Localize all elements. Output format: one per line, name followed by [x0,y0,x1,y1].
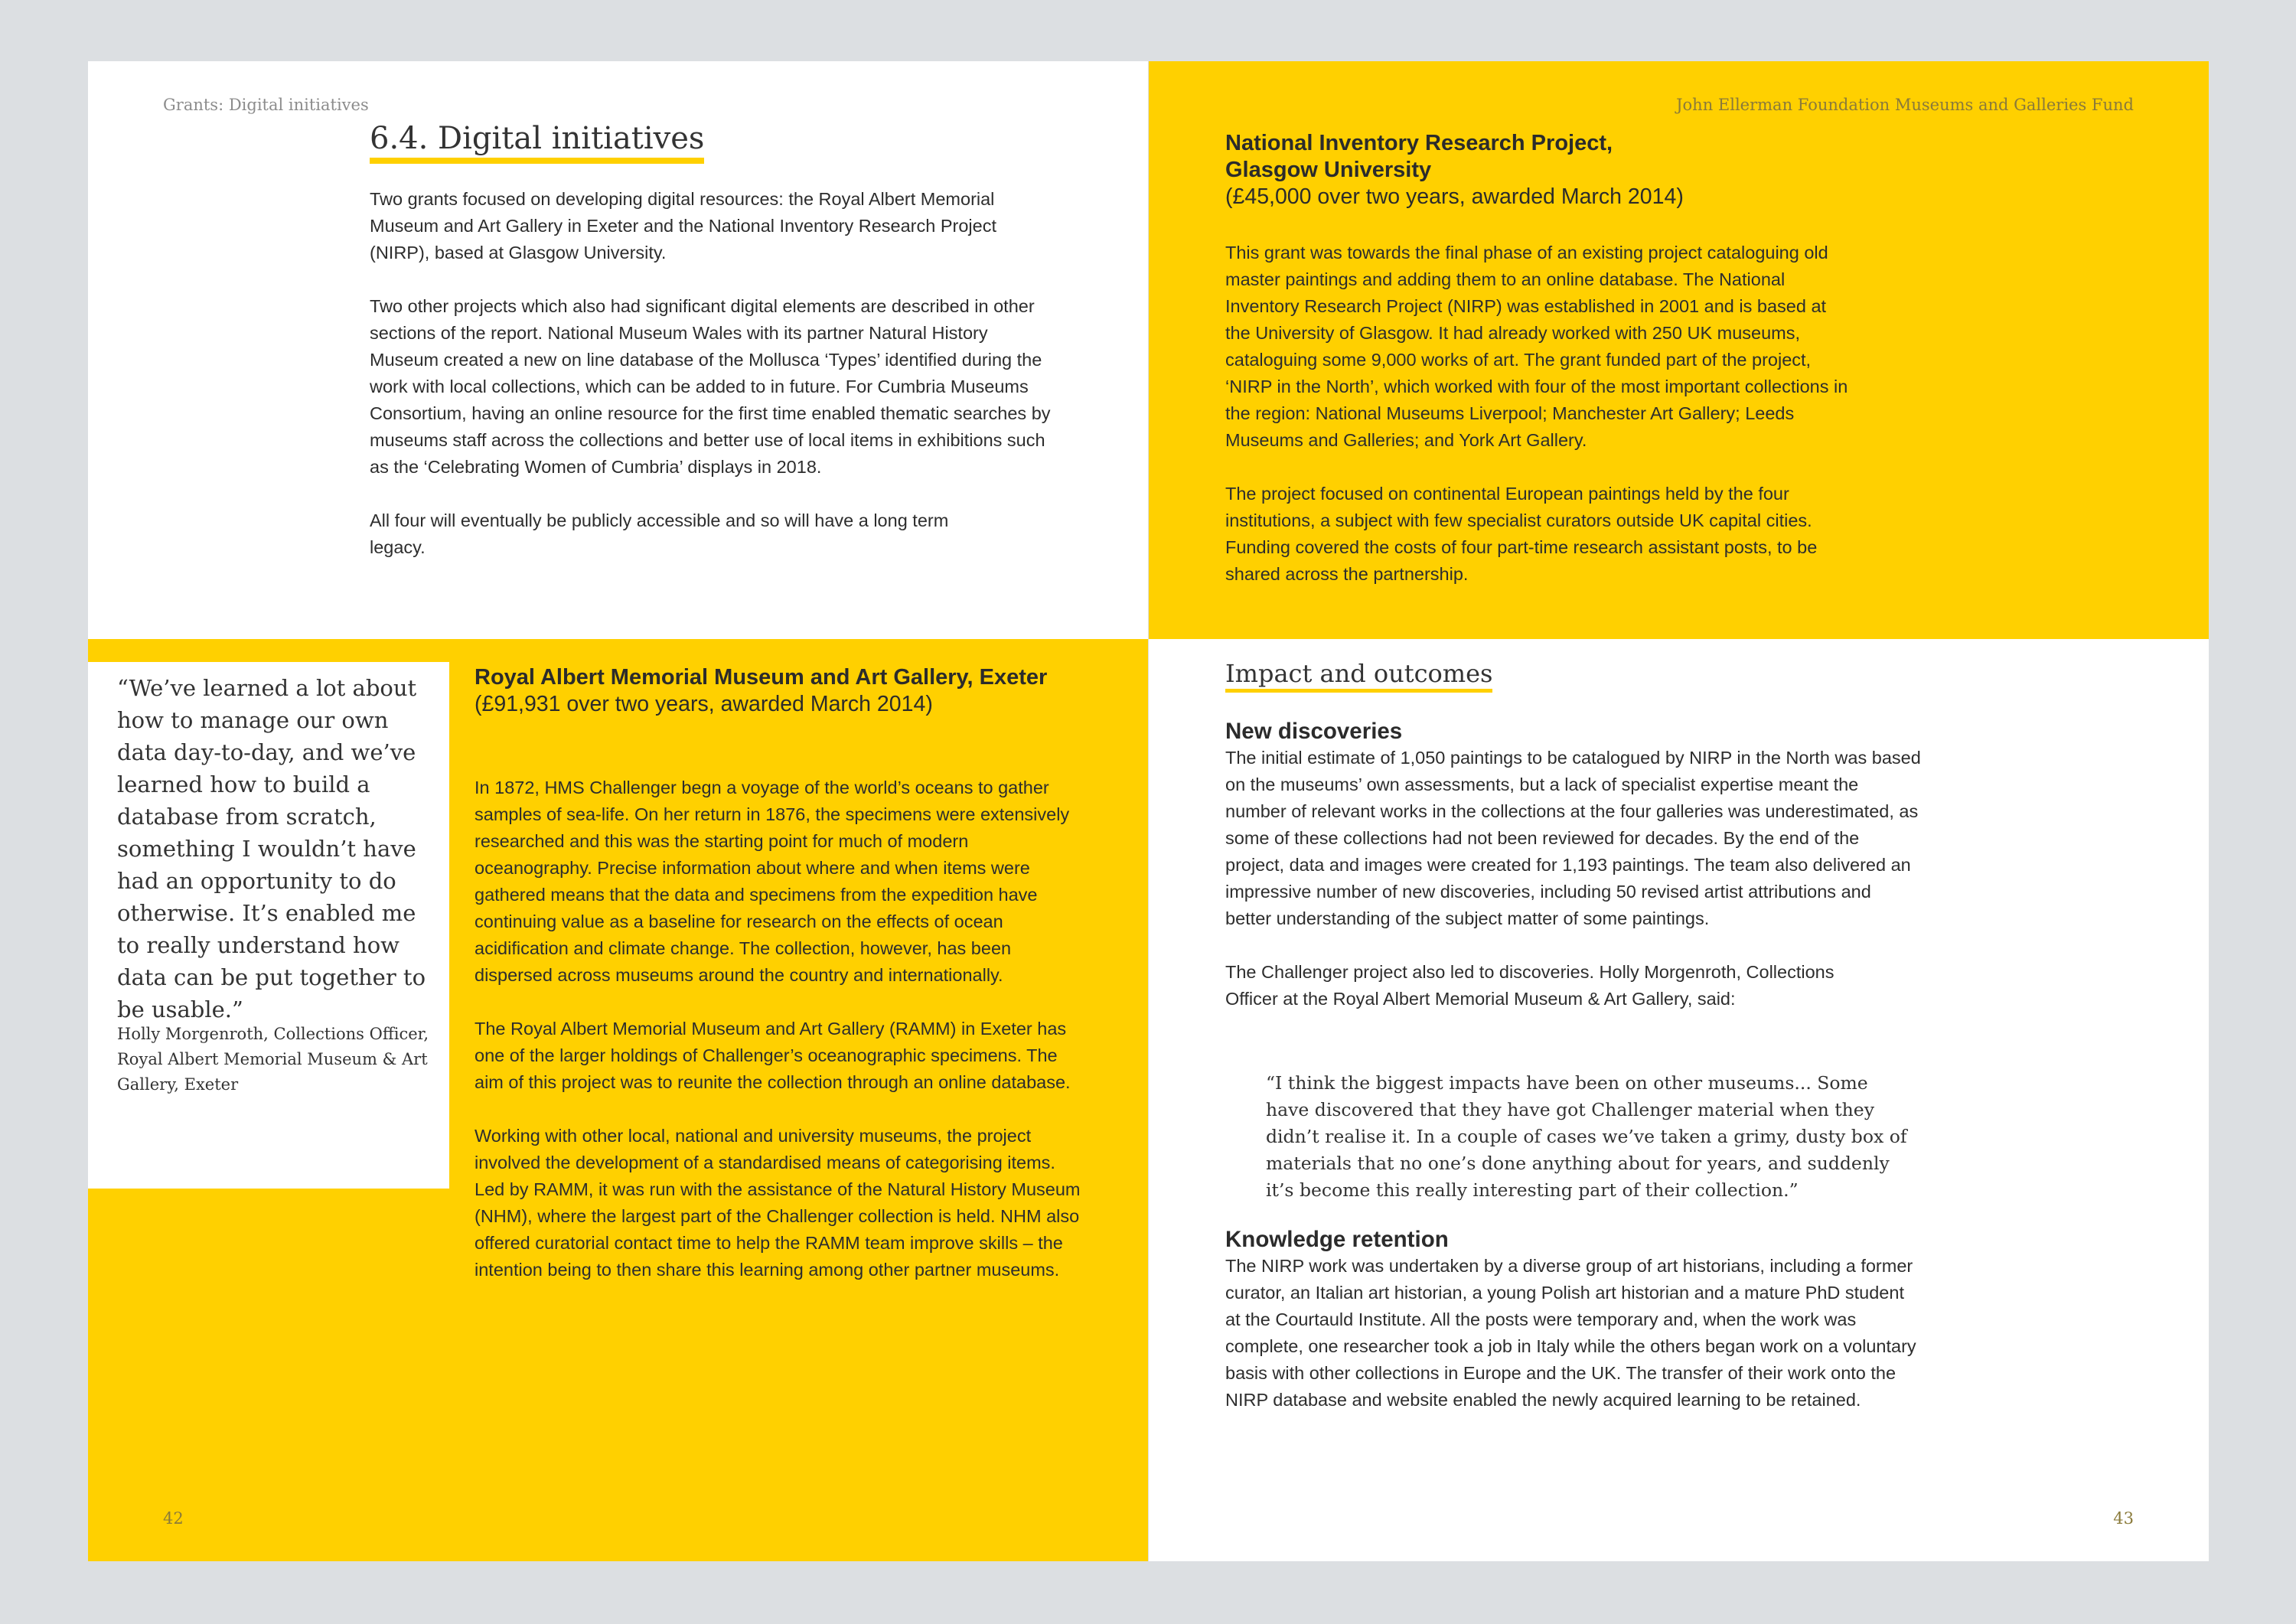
nirp-text [1225,240,1853,588]
pull-quote-box [88,662,449,1189]
page-number-left: 42 [163,1509,184,1528]
new-discoveries-paragraph: The initial estimate of 1,050 paintings to be catalogued by NIRP in the North was based on the museums’ own assessments, but a lack of specialist expertise meant the number of relevant works in the collections at the four galleries was underestimated, as some of these collections had not been reviewed for decades. By the end of the project, data and images were created for 1,193 paintings. The team also delivered an impressive number of new discoveries, including 50 revised artist attributions and better understanding of the subject matter of some paintings. [1225,748,1921,928]
ramm-grant-amount: (£91,931 over two years, awarded March 2014) [475,692,933,716]
challenger-quote: “I think the biggest impacts have been on other museums... Some have discovered that they have got Challenger material when they didn’t realise it. In a couple of cases we’ve taken a grimy, dusty box of materials that no one’s done anything about for years, and suddenly it’s become this really interesting part of their collection.” [1266,1072,1907,1201]
nirp-heading-line1: National Inventory Research Project, [1225,131,1613,155]
ramm-paragraph: In 1872, HMS Challenger begn a voyage of the world’s oceans to gather samples of sea-life. On her return in 1876, the specimens were extensively researched and this was the starting point for much of modern oceanography. Precise information about where and when items were gathered means that the data and specimens from the expedition have continuing value as a baseline for research on the effects of ocean acidification and climate change. The collection, however, has been dispersed across museums around the country and internationally. [475,778,1070,985]
knowledge-retention-text: The NIRP work was undertaken by a diverse group of art historians, including a former curator, an Italian art historian, a young Polish art historian and a mature PhD student at the Courtauld Institute. All the posts were temporary and, when the work was complete, one researcher took a job in Italy while the others began work on a voluntary basis with other collections in Europe and the UK. The transfer of their work onto the NIRP database and website enabled the newly acquired learning to be retained. [1225,1256,1916,1410]
intro-paragraph: Two grants focused on developing digital resources: the Royal Albert Memorial Museum and Art Gallery in Exeter and the National Inventory Research Project (NIRP), based at Glasgow University. [370,189,996,263]
new-discoveries-heading: New discoveries [1225,719,1403,744]
left-page [88,61,1148,1561]
intro-paragraph: Two other projects which also had significant digital elements are described in other sections of the report. National Museum Wales with its partner Natural History Museum created a new on line database of the Mollusca ‘Types’ identified during the work with local collections, which can be added to in future. For Cumbria Museums Consortium, having an online resource for the first time enabled thematic searches by museums staff across the collections and better use of local items in exhibitions such as the ‘Celebrating Women of Cumbria’ displays in 2018. [370,296,1051,477]
nirp-heading-block [1225,130,1914,210]
page-title: 6.4. Digital initiatives [370,121,704,164]
document-spread [88,61,2209,1561]
running-head-left: Grants: Digital initiatives [163,96,369,114]
ramm-text [475,774,1087,1283]
page-number-right: 43 [2113,1509,2134,1528]
intro-paragraph: All four will eventually be publicly accessible and so will have a long term legacy. [370,510,949,557]
right-page [1149,61,2209,1561]
nirp-paragraph: This grant was towards the final phase of an existing project cataloguing old master paintings and adding them to an online database. The National Inventory Research Project (NIRP) was established in 2001 and is based at the University of Glasgow. It had already worked with 250 UK museums, cataloguing some 9,000 works of art. The grant funded part of the project, ‘NIRP in the North’, which worked with four of the most important collections in the region: National Museums Liverpool; Manchester Art Gallery; Leeds Museums and Galleries; and York Art Gallery. [1225,243,1848,450]
ramm-heading-block [475,664,1056,718]
intro-text [370,186,1058,561]
ramm-heading: Royal Albert Memorial Museum and Art Gallery, Exeter [475,665,1048,690]
pull-quote-text: “We’ve learned a lot about how to manage our own data day-to-day, and we’ve learned how to build a database from scratch, something I wouldn’t have had an opportunity to do otherwise. It’s enabled me to really understand how data can be put together to be usable.” [117,675,426,1022]
new-discoveries-text [1225,745,1922,1013]
ramm-paragraph: The Royal Albert Memorial Museum and Art Gallery (RAMM) in Exeter has one of the larger holdings of Challenger’s oceanographic specimens. The aim of this project was to reunite the collection through an online database. [475,1019,1071,1092]
nirp-grant-amount: (£45,000 over two years, awarded March 2014) [1225,184,1684,209]
ramm-paragraph: Working with other local, national and university museums, the project involved the development of a standardised means of categorising items. Led by RAMM, it was run with the assistance of the Natural History Museum (NHM), where the largest part of the Challenger collection is held. NHM also offered curatorial contact time to help the RAMM team improve skills – the intention being to then share this learning among other partner museums. [475,1126,1081,1280]
running-head-right: John Ellerman Foundation Museums and Galleries Fund [1676,96,2134,114]
pull-quote-attribution: Holly Morgenroth, Collections Officer, Royal Albert Memorial Museum & Art Gallery, Exeter [117,1025,429,1094]
nirp-heading-line2: Glasgow University [1225,158,1432,182]
knowledge-retention-heading: Knowledge retention [1225,1227,1449,1252]
nirp-paragraph: The project focused on continental European paintings held by the four institutions, a subject with few specialist curators outside UK capital cities. Funding covered the costs of four part-time research assistant posts, to be shared across the partnership. [1225,484,1818,584]
impact-title: Impact and outcomes [1225,660,1492,693]
new-discoveries-paragraph: The Challenger project also led to discoveries. Holly Morgenroth, Collections Officer at the Royal Albert Memorial Museum & Art Gallery, said: [1225,962,1835,1009]
